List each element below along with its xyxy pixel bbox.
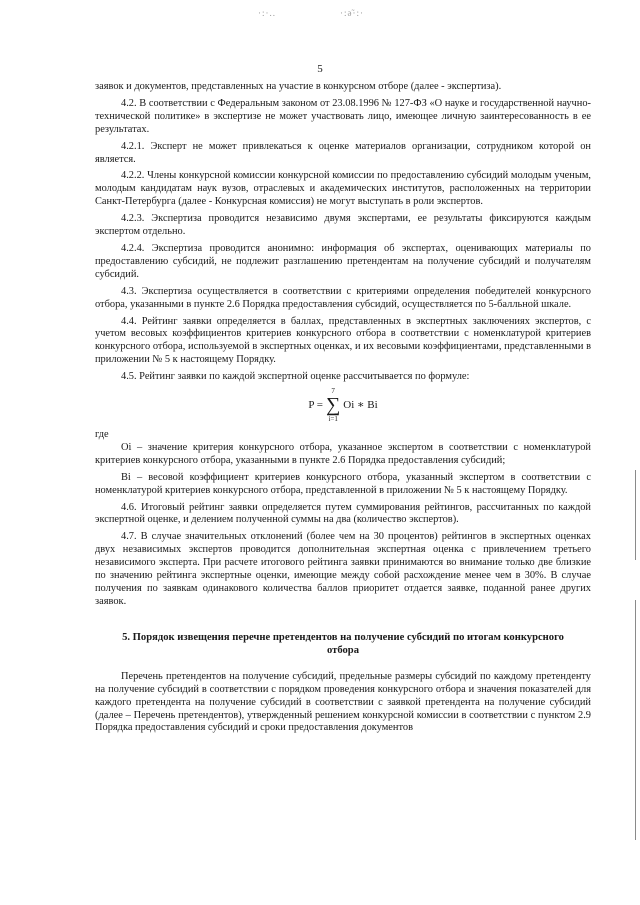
paragraph: 4.2.1. Эксперт не может привлекаться к оценке материалов организации, сотрудником которой он является. bbox=[95, 140, 591, 165]
summation bbox=[326, 387, 340, 423]
paragraph: Перечень претендентов на получение субсидий, предельные размеры субсидий по каждому претенденту на получение субсидий в соответствии с порядком проведения конкурсного отбора и значения показателей для каждого претендента на получение субсидий в соответствии с заявкой претендента на получение субсидий (далее – Перечень претендентов), утвержденный решением конкурсной комиссии в соответствии с пунктом 2.9 Порядка предоставления субсидий и сроки предоставления документов bbox=[95, 670, 591, 734]
scan-edge-line bbox=[635, 600, 636, 840]
scan-artifact: ·:ǝ̃·:· bbox=[340, 8, 364, 18]
paragraph: 4.2. В соответствии с Федеральным законом от 23.08.1996 № 127-ФЗ «О науке и государственной научно-технической политике» в экспертизе не может участвовать лицо, имеющее личную заинтересованность в ее результатах. bbox=[95, 97, 591, 135]
paragraph: 4.5. Рейтинг заявки по каждой экспертной оценке рассчитывается по формуле: bbox=[121, 371, 470, 383]
where-label: где bbox=[95, 429, 109, 441]
paragraph: Bi – весовой коэффициент критериев конкурсного отбора, указанный экспертом в соответствии с номенклатурой критериев конкурсного отбора, представленной в приложении № 5 к настоящему Порядку. bbox=[95, 471, 591, 496]
upper-limit: 7 bbox=[331, 387, 335, 396]
formula-term: Oi ∗ Bi bbox=[343, 398, 378, 411]
lower-limit: i=1 bbox=[328, 415, 338, 424]
paragraph: заявок и документов, представленных на участие в конкурсном отборе (далее - экспертиза). bbox=[95, 81, 502, 92]
paragraph: 4.7. В случае значительных отклонений (более чем на 30 процентов) рейтингов в экспертных оценках двух независимых экспертов проводится дополнительная экспертная оценка с привлечением третьего независимого эксперта. При расчете итогового рейтинга заявки принимаются во внимание только две близкие по значению рейтинга экспертные оценки, имеющие между собой расхождение менее чем в 30%. В случае получения по заявкам одинакового количества баллов приоритет отдается заявке, поданной ранее других заявок. bbox=[95, 531, 591, 607]
paragraph: 4.2.2. Члены конкурсной комиссии конкурсной комиссии по предоставлению субсидий молодым ученым, молодым кандидатам наук вузов, отраслевых и академических институтов, расположенных на территории Санкт-Петербурга (далее - Конкурсная комиссия) не могут выступать в роли экспертов. bbox=[95, 170, 591, 208]
formula-lhs: P = bbox=[308, 398, 324, 411]
scan-artifact: ·:·.. bbox=[258, 8, 276, 18]
page-number: 5 bbox=[317, 63, 323, 75]
scan-edge-line bbox=[635, 470, 636, 560]
paragraph: 4.3. Экспертиза осуществляется в соответствии с критериями определения победителей конкурсного отбора, указанными в пункте 2.6 Порядка предоставления субсидий, осуществляется по 5-балльной шкале. bbox=[95, 285, 591, 310]
paragraph: 4.6. Итоговый рейтинг заявки определяется путем суммирования рейтингов, рассчитанных по каждой экспертной оценке, и делением полученной суммы на два (количество экспертов). bbox=[95, 501, 591, 526]
paragraph: Oi – значение критерия конкурсного отбора, указанное экспертом в соответствии с номенклатурой критериев конкурсного отбора, указанными в пункте 2.6 Порядка предоставления субсидий; bbox=[95, 441, 591, 466]
sigma-symbol: ∑ bbox=[326, 394, 341, 417]
paragraph: 4.2.3. Экспертиза проводится независимо двумя экспертами, ее результаты фиксируются каждым экспертом отдельно. bbox=[95, 213, 591, 238]
section-heading: 5. Порядок извещения перечне претендентов на получение субсидий по итогам конкурсного отбора bbox=[122, 631, 564, 656]
rating-formula bbox=[95, 387, 591, 423]
paragraph: 4.4. Рейтинг заявки определяется в баллах, представленных в экспертных заключениях экспертов, с учетом весовых коэффициентов критериев конкурсного отбора в соответствии с номенклатурой критериев конкурсного отбора, используемой в экспертных оценках, и их весовыми коэффициентами, представленными в приложении № 5 к настоящему Порядку. bbox=[95, 315, 591, 366]
paragraph: 4.2.4. Экспертиза проводится анонимно: информация об экспертах, оценивающих материалы по предоставлению субсидий, не подлежит разглашению претендентам на получение субсидий и получателям субсидий. bbox=[95, 242, 591, 280]
document-body bbox=[95, 81, 591, 739]
